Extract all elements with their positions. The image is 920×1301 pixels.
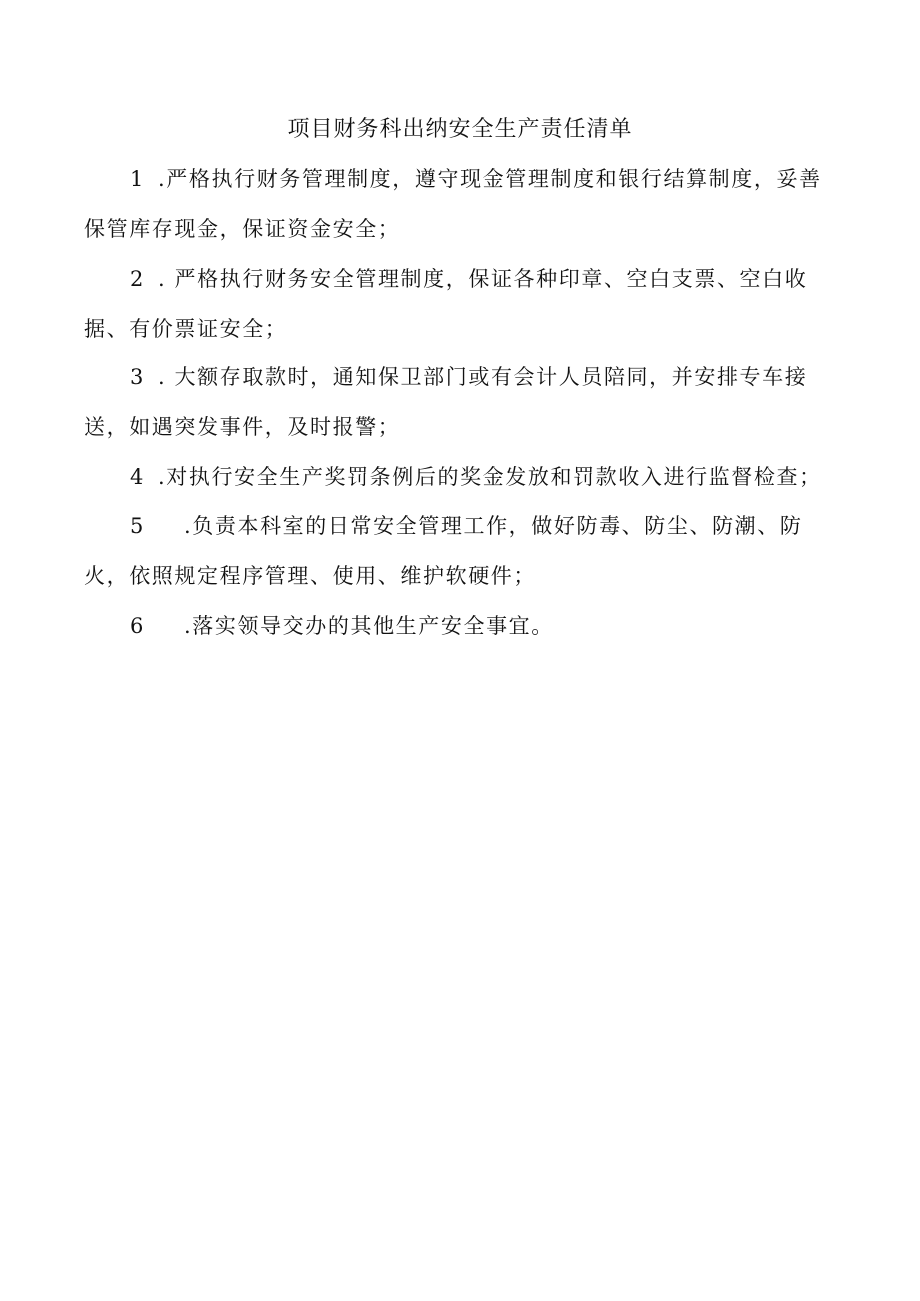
document-title: 项目财务科出纳安全生产责任清单 xyxy=(287,117,633,142)
item-number: 5 xyxy=(130,514,144,538)
list-item-2 xyxy=(84,254,829,354)
item-text: 送，如遇突发事件，及时报警； xyxy=(84,415,401,439)
list-item-line xyxy=(84,551,829,601)
list-item-line xyxy=(84,254,829,304)
item-number: 4 xyxy=(130,465,144,489)
list-item-line xyxy=(84,601,829,651)
list-item-line xyxy=(84,402,829,452)
list-item-line xyxy=(84,154,829,204)
item-text: .严格执行财务管理制度，遵守现金管理制度和银行结算制度，妥善 xyxy=(158,167,822,191)
item-number: 3 xyxy=(130,365,144,389)
list-item-5 xyxy=(84,501,829,601)
list-item-4 xyxy=(84,452,829,502)
item-number: 6 xyxy=(130,614,144,638)
item-text: .落实领导交办的其他生产安全事宜。 xyxy=(184,614,554,638)
item-text: 火，依照规定程序管理、使用、维护软硬件； xyxy=(84,564,536,588)
item-text: 据、有价票证安全； xyxy=(84,317,288,341)
list-item-3 xyxy=(84,352,829,452)
item-text: . 大额存取款时，通知保卫部门或有会计人员陪同，并安排专车接 xyxy=(158,365,808,389)
item-text: . 严格执行财务安全管理制度，保证各种印章、空白支票、空白收 xyxy=(158,267,808,291)
item-number: 2 xyxy=(130,267,144,291)
list-item-line xyxy=(84,352,829,402)
list-item-1 xyxy=(84,154,829,254)
list-item-line xyxy=(84,204,829,254)
item-number: 1 xyxy=(130,167,144,191)
list-item-line xyxy=(84,452,829,502)
list-item-6 xyxy=(84,601,829,651)
item-text: 保管库存现金，保证资金安全； xyxy=(84,217,401,241)
item-text: .负责本科室的日常安全管理工作，做好防毒、防尘、防潮、防 xyxy=(184,514,803,538)
list-item-line xyxy=(84,304,829,354)
item-text: .对执行安全生产奖罚条例后的奖金发放和罚款收入进行监督检查； xyxy=(158,465,822,489)
list-item-line xyxy=(84,501,829,551)
